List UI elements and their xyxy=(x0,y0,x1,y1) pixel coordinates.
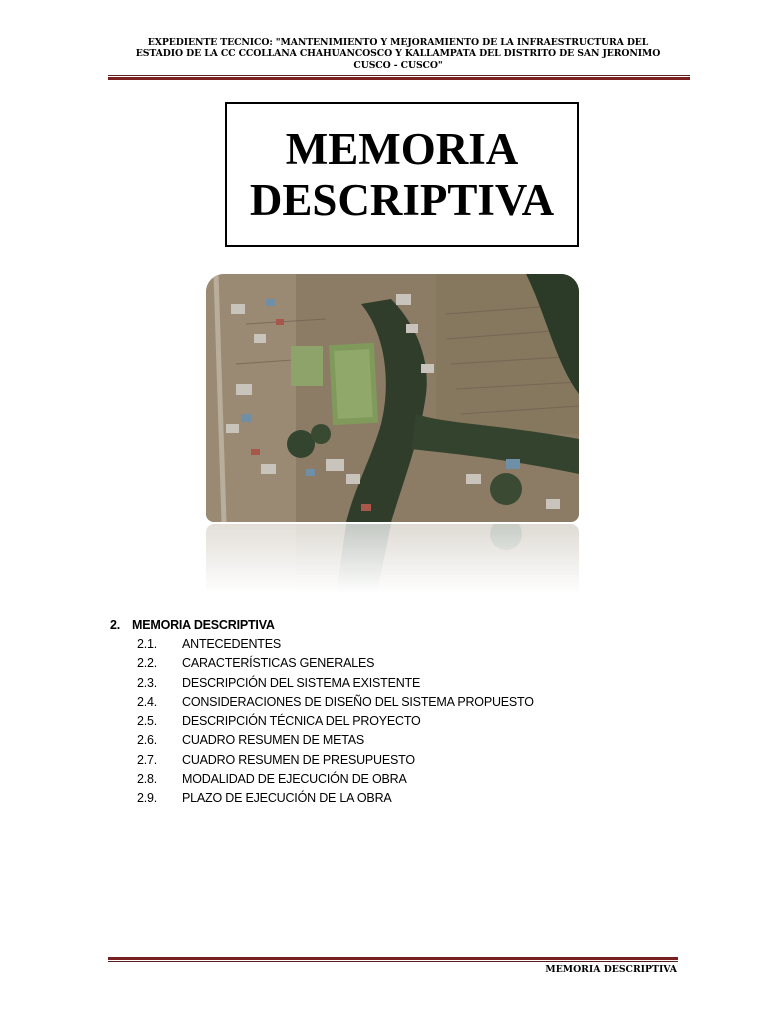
toc-item xyxy=(110,635,670,654)
header-rule xyxy=(108,75,690,80)
toc-item-number: 2.4. xyxy=(137,694,158,709)
table-of-contents xyxy=(110,615,670,809)
toc-item xyxy=(110,712,670,731)
toc-item-label: CUADRO RESUMEN DE METAS xyxy=(182,733,364,748)
title-box xyxy=(225,102,579,247)
aerial-photo-graphic xyxy=(206,274,579,522)
toc-item-number: 2.3. xyxy=(137,675,158,690)
toc-item-label: DESCRIPCIÓN DEL SISTEMA EXISTENTE xyxy=(182,675,421,690)
toc-item-number: 2.6. xyxy=(137,733,158,748)
toc-item-label: CUADRO RESUMEN DE PRESUPUESTO xyxy=(182,752,415,767)
toc-item-label: MODALIDAD DE EJECUCIÓN DE OBRA xyxy=(182,772,407,787)
toc-main-heading xyxy=(110,615,670,635)
page-title: MEMORIA DESCRIPTIVA xyxy=(249,123,555,225)
toc-main-label: MEMORIA DESCRIPTIVA xyxy=(132,618,275,632)
aerial-photo-reflection xyxy=(206,524,579,594)
toc-item-number: 2.1. xyxy=(137,637,158,651)
footer-rule xyxy=(108,957,678,962)
toc-item-number: 2.2. xyxy=(137,656,158,671)
toc-item xyxy=(110,674,670,693)
toc-item-number: 2.7. xyxy=(137,752,158,767)
reflection-graphic xyxy=(206,524,579,594)
toc-item xyxy=(110,654,670,673)
toc-item-number: 2.8. xyxy=(137,772,158,787)
toc-item xyxy=(110,731,670,750)
header-line-3: CUSCO - CUSCO" xyxy=(353,59,443,71)
header-line-1: EXPEDIENTE TECNICO: "MANTENIMIENTO Y MEJORAMIENTO DE LA INFRAESTRUCTURA DEL xyxy=(147,37,649,48)
toc-item-label: CONSIDERACIONES DE DISEÑO DEL SISTEMA PROPUESTO xyxy=(182,694,534,709)
toc-item xyxy=(110,693,670,712)
toc-item xyxy=(110,789,670,808)
toc-main-number: 2. xyxy=(110,618,121,632)
toc-item-label: ANTECEDENTES xyxy=(182,637,282,651)
header-line-2: ESTADIO DE LA CC CCOLLANA CHAHUANCOSCO Y KALLAMPATA DEL DISTRITO DE SAN JERONIMO xyxy=(135,48,661,60)
toc-item xyxy=(110,770,670,789)
aerial-photo xyxy=(206,274,579,522)
toc-item-number: 2.9. xyxy=(137,791,158,806)
toc-item-number: 2.5. xyxy=(137,714,158,729)
toc-item xyxy=(110,751,670,770)
footer-label: MEMORIA DESCRIPTIVA xyxy=(545,964,677,975)
toc-item-label: DESCRIPCIÓN TÉCNICA DEL PROYECTO xyxy=(182,714,421,729)
document-header xyxy=(108,37,688,71)
toc-item-label: PLAZO DE EJECUCIÓN DE LA OBRA xyxy=(182,791,392,806)
toc-item-label: CARACTERÍSTICAS GENERALES xyxy=(182,656,375,671)
